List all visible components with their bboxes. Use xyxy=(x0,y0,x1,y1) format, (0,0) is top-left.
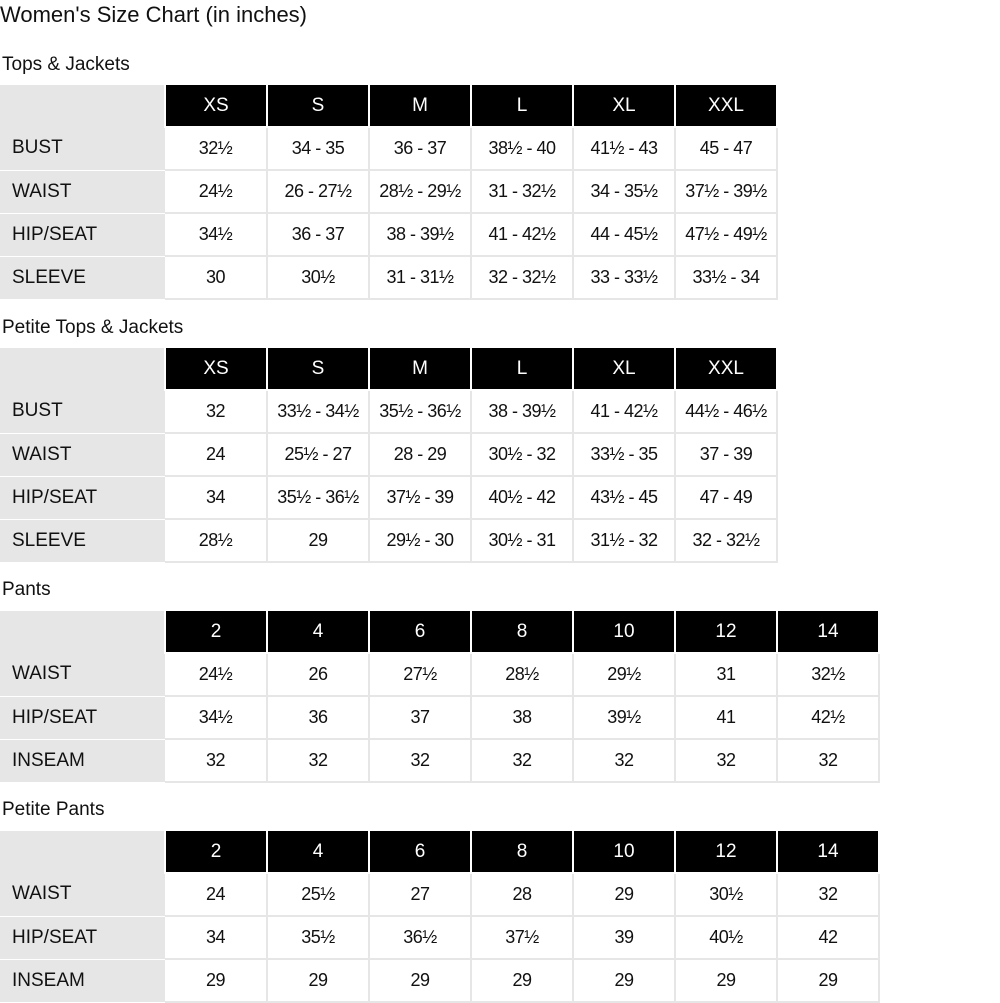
table-cell: 32 xyxy=(369,739,471,782)
table-cell: 34½ xyxy=(165,696,267,739)
column-header: L xyxy=(471,85,573,127)
row-label: WAIST xyxy=(0,873,165,916)
column-header: 4 xyxy=(267,831,369,873)
table-header-row xyxy=(0,85,777,127)
table-cell: 29½ xyxy=(573,653,675,696)
table-cell: 38 xyxy=(471,696,573,739)
table-row xyxy=(0,519,777,562)
table-cell: 36 xyxy=(267,696,369,739)
row-label: HIP/SEAT xyxy=(0,696,165,739)
table-cell: 33½ - 34½ xyxy=(267,390,369,433)
pants-table xyxy=(0,611,880,783)
table-cell: 27 xyxy=(369,873,471,916)
table-row xyxy=(0,959,879,1002)
row-label: HIP/SEAT xyxy=(0,213,165,256)
table-cell: 32 xyxy=(165,390,267,433)
table-cell: 36½ xyxy=(369,916,471,959)
row-label: HIP/SEAT xyxy=(0,916,165,959)
column-header: S xyxy=(267,348,369,390)
table-cell: 34 xyxy=(165,476,267,519)
table-row xyxy=(0,653,879,696)
table-cell: 41 xyxy=(675,696,777,739)
table-cell: 36 - 37 xyxy=(369,127,471,170)
table-cell: 32 xyxy=(777,873,879,916)
column-header: XXL xyxy=(675,348,777,390)
table-cell: 44 - 45½ xyxy=(573,213,675,256)
table-cell: 32 xyxy=(777,739,879,782)
row-label: INSEAM xyxy=(0,739,165,782)
table-row xyxy=(0,696,879,739)
table-cell: 30 xyxy=(165,256,267,299)
table-cell: 32 xyxy=(573,739,675,782)
column-header: 12 xyxy=(675,611,777,653)
row-label: SLEEVE xyxy=(0,256,165,299)
table-cell: 32 xyxy=(471,739,573,782)
table-cell: 28 xyxy=(471,873,573,916)
table-row xyxy=(0,170,777,213)
table-cell: 39½ xyxy=(573,696,675,739)
column-header: 10 xyxy=(573,611,675,653)
table-cell: 31 xyxy=(675,653,777,696)
row-label: BUST xyxy=(0,390,165,433)
section-title-petite-pants: Petite Pants xyxy=(2,799,105,820)
table-cell: 42½ xyxy=(777,696,879,739)
table-cell: 29 xyxy=(573,959,675,1002)
table-cell: 39 xyxy=(573,916,675,959)
table-corner xyxy=(0,831,165,873)
table-cell: 36 - 37 xyxy=(267,213,369,256)
column-header: 14 xyxy=(777,831,879,873)
table-cell: 34 - 35 xyxy=(267,127,369,170)
table-cell: 32 - 32½ xyxy=(675,519,777,562)
table-row xyxy=(0,213,777,256)
table-cell: 31 - 32½ xyxy=(471,170,573,213)
table-cell: 37 - 39 xyxy=(675,433,777,476)
petite-pants-table xyxy=(0,831,880,1003)
column-header: 12 xyxy=(675,831,777,873)
table-cell: 28½ - 29½ xyxy=(369,170,471,213)
table-cell: 28 - 29 xyxy=(369,433,471,476)
table-cell: 37½ - 39½ xyxy=(675,170,777,213)
table-cell: 31 - 31½ xyxy=(369,256,471,299)
table-row xyxy=(0,256,777,299)
table-cell: 34 xyxy=(165,916,267,959)
column-header: 4 xyxy=(267,611,369,653)
table-cell: 41 - 42½ xyxy=(471,213,573,256)
table-cell: 47 - 49 xyxy=(675,476,777,519)
table-cell: 29 xyxy=(675,959,777,1002)
table-header-row xyxy=(0,348,777,390)
table-cell: 30½ xyxy=(675,873,777,916)
petite-tops-jackets-table xyxy=(0,348,778,563)
table-cell: 29 xyxy=(777,959,879,1002)
table-row xyxy=(0,873,879,916)
table-cell: 29 xyxy=(165,959,267,1002)
table-cell: 29 xyxy=(267,519,369,562)
page-title: Women's Size Chart (in inches) xyxy=(0,2,308,27)
section-title-petite-tops-jackets: Petite Tops & Jackets xyxy=(2,317,184,338)
column-header: 14 xyxy=(777,611,879,653)
table-cell: 32½ xyxy=(165,127,267,170)
column-header: L xyxy=(471,348,573,390)
table-cell: 30½ xyxy=(267,256,369,299)
table-cell: 47½ - 49½ xyxy=(675,213,777,256)
table-row xyxy=(0,127,777,170)
table-cell: 44½ - 46½ xyxy=(675,390,777,433)
table-cell: 28½ xyxy=(165,519,267,562)
table-cell: 30½ - 31 xyxy=(471,519,573,562)
table-cell: 29 xyxy=(471,959,573,1002)
table-row xyxy=(0,390,777,433)
table-cell: 31½ - 32 xyxy=(573,519,675,562)
row-label: SLEEVE xyxy=(0,519,165,562)
column-header: 2 xyxy=(165,831,267,873)
column-header: 6 xyxy=(369,831,471,873)
table-cell: 24½ xyxy=(165,170,267,213)
table-cell: 37½ - 39 xyxy=(369,476,471,519)
table-cell: 41 - 42½ xyxy=(573,390,675,433)
table-cell: 35½ - 36½ xyxy=(267,476,369,519)
table-corner xyxy=(0,348,165,390)
row-label: WAIST xyxy=(0,433,165,476)
table-corner xyxy=(0,611,165,653)
table-cell: 45 - 47 xyxy=(675,127,777,170)
table-row xyxy=(0,739,879,782)
table-cell: 38 - 39½ xyxy=(369,213,471,256)
table-cell: 26 - 27½ xyxy=(267,170,369,213)
column-header: XL xyxy=(573,348,675,390)
table-cell: 35½ xyxy=(267,916,369,959)
row-label: WAIST xyxy=(0,170,165,213)
table-cell: 40½ xyxy=(675,916,777,959)
table-cell: 34½ xyxy=(165,213,267,256)
column-header: 10 xyxy=(573,831,675,873)
table-cell: 33 - 33½ xyxy=(573,256,675,299)
table-cell: 32 xyxy=(267,739,369,782)
row-label: INSEAM xyxy=(0,959,165,1002)
column-header: S xyxy=(267,85,369,127)
table-cell: 37½ xyxy=(471,916,573,959)
table-row xyxy=(0,476,777,519)
row-label: HIP/SEAT xyxy=(0,476,165,519)
table-cell: 35½ - 36½ xyxy=(369,390,471,433)
section-title-tops-jackets: Tops & Jackets xyxy=(2,54,130,75)
column-header: 8 xyxy=(471,831,573,873)
table-cell: 29 xyxy=(369,959,471,1002)
row-label: WAIST xyxy=(0,653,165,696)
table-header-row xyxy=(0,831,879,873)
row-label: BUST xyxy=(0,127,165,170)
column-header: XL xyxy=(573,85,675,127)
column-header: XXL xyxy=(675,85,777,127)
table-cell: 29½ - 30 xyxy=(369,519,471,562)
table-cell: 24 xyxy=(165,433,267,476)
table-cell: 27½ xyxy=(369,653,471,696)
table-cell: 33½ - 34 xyxy=(675,256,777,299)
table-cell: 32½ xyxy=(777,653,879,696)
column-header: 6 xyxy=(369,611,471,653)
table-cell: 32 - 32½ xyxy=(471,256,573,299)
column-header: 2 xyxy=(165,611,267,653)
table-cell: 41½ - 43 xyxy=(573,127,675,170)
table-cell: 26 xyxy=(267,653,369,696)
table-cell: 25½ - 27 xyxy=(267,433,369,476)
table-cell: 42 xyxy=(777,916,879,959)
table-cell: 24 xyxy=(165,873,267,916)
table-cell: 38½ - 40 xyxy=(471,127,573,170)
table-cell: 25½ xyxy=(267,873,369,916)
table-cell: 33½ - 35 xyxy=(573,433,675,476)
table-header-row xyxy=(0,611,879,653)
table-corner xyxy=(0,85,165,127)
column-header: XS xyxy=(165,85,267,127)
column-header: 8 xyxy=(471,611,573,653)
table-cell: 38 - 39½ xyxy=(471,390,573,433)
column-header: M xyxy=(369,85,471,127)
table-cell: 28½ xyxy=(471,653,573,696)
table-cell: 34 - 35½ xyxy=(573,170,675,213)
tops-jackets-table xyxy=(0,85,778,300)
table-cell: 37 xyxy=(369,696,471,739)
table-cell: 32 xyxy=(165,739,267,782)
table-cell: 24½ xyxy=(165,653,267,696)
table-row xyxy=(0,433,777,476)
column-header: XS xyxy=(165,348,267,390)
table-cell: 32 xyxy=(675,739,777,782)
table-cell: 40½ - 42 xyxy=(471,476,573,519)
table-cell: 30½ - 32 xyxy=(471,433,573,476)
table-cell: 29 xyxy=(573,873,675,916)
section-title-pants: Pants xyxy=(2,579,51,600)
table-cell: 43½ - 45 xyxy=(573,476,675,519)
column-header: M xyxy=(369,348,471,390)
table-cell: 29 xyxy=(267,959,369,1002)
table-row xyxy=(0,916,879,959)
